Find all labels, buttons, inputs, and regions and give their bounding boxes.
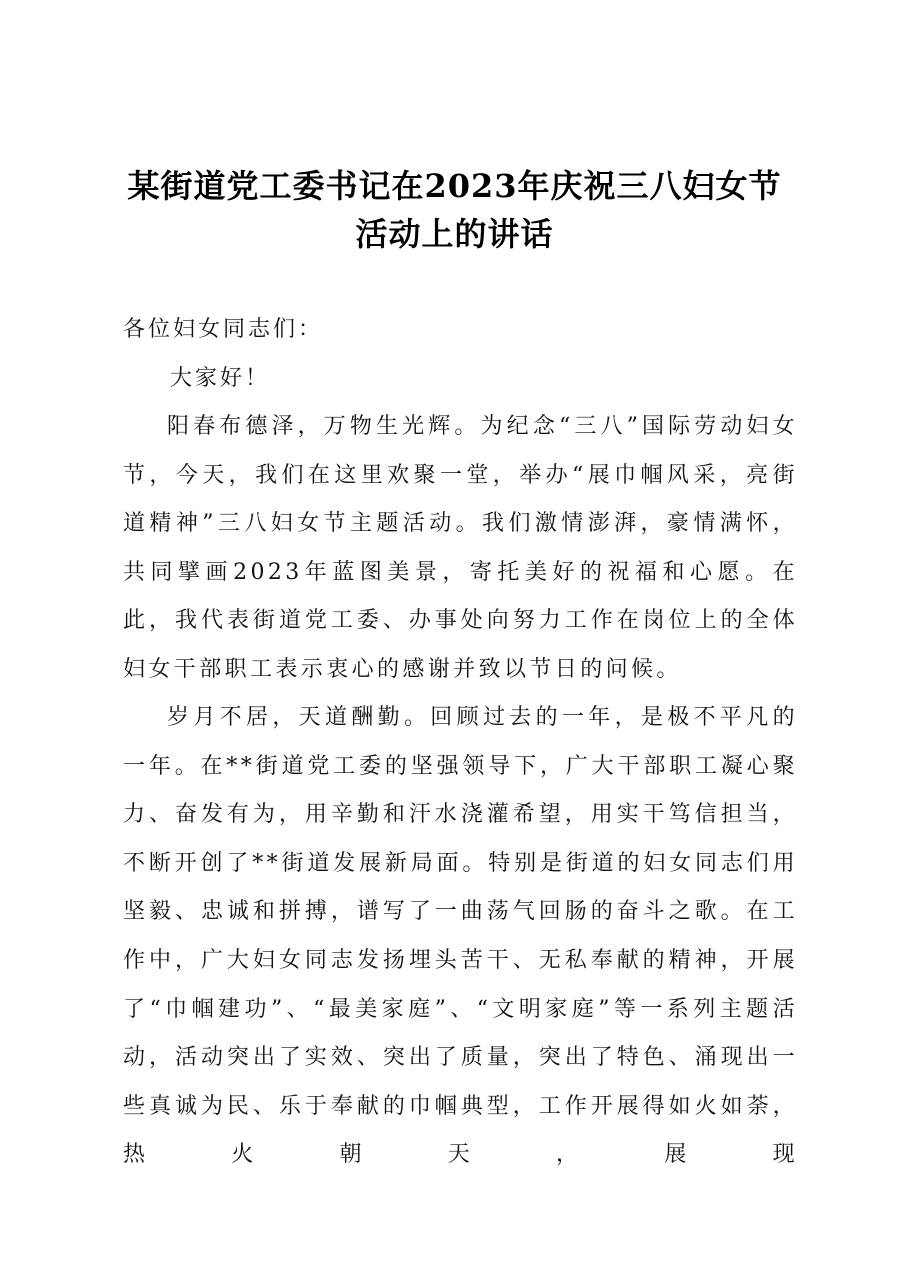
paragraph-1: 阳春布德泽，万物生光辉。为纪念“三八”国际劳动妇女节，今天，我们在这里欢聚一堂，举办“展巾帼风采，亮街道精神”三八妇女节主题活动。我们激情澎湃，豪情满怀，共同擘画2023年蓝图美景，寄托美好的祝福和心愿。在此，我代表街道党工委、办事处向努力工作在岗位上的全体妇女干部职工表示衷心的感谢并致以节日的问候。 — [123, 414, 798, 682]
salutation: 各位妇女同志们： — [123, 317, 324, 342]
paragraph-2-block — [123, 694, 798, 1180]
paragraph-2: 岁月不居，天道酬勤。回顾过去的一年，是极不平凡的一年。在**街道党工委的坚强领导下，广大干部职工凝心聚力、奋发有为，用辛勤和汗水浇灌希望，用实干笃信担当，不断开创了**街道发展新局面。特别是街道的妇女同志们用坚毅、忠诚和拼搏，谱写了一曲荡气回肠的奋斗之歌。在工作中，广大妇女同志发扬埋头苦干、无私奉献的精神，开展了“巾帼建功”、“最美家庭”、“文明家庭”等一系列主题活动，活动突出了实效、突出了质量，突出了特色、涌现出一些真诚为民、乐于奉献的巾帼典型，工作开展得如火如荼，热火朝天，展现 — [123, 705, 798, 1168]
document-title-line-1: 某街道党工委书记在2023年庆祝三八妇女节 — [127, 167, 782, 205]
paragraph-1-block — [123, 403, 798, 695]
greeting: 大家好！ — [170, 366, 271, 391]
document-title-line-2: 活动上的讲话 — [355, 215, 554, 253]
